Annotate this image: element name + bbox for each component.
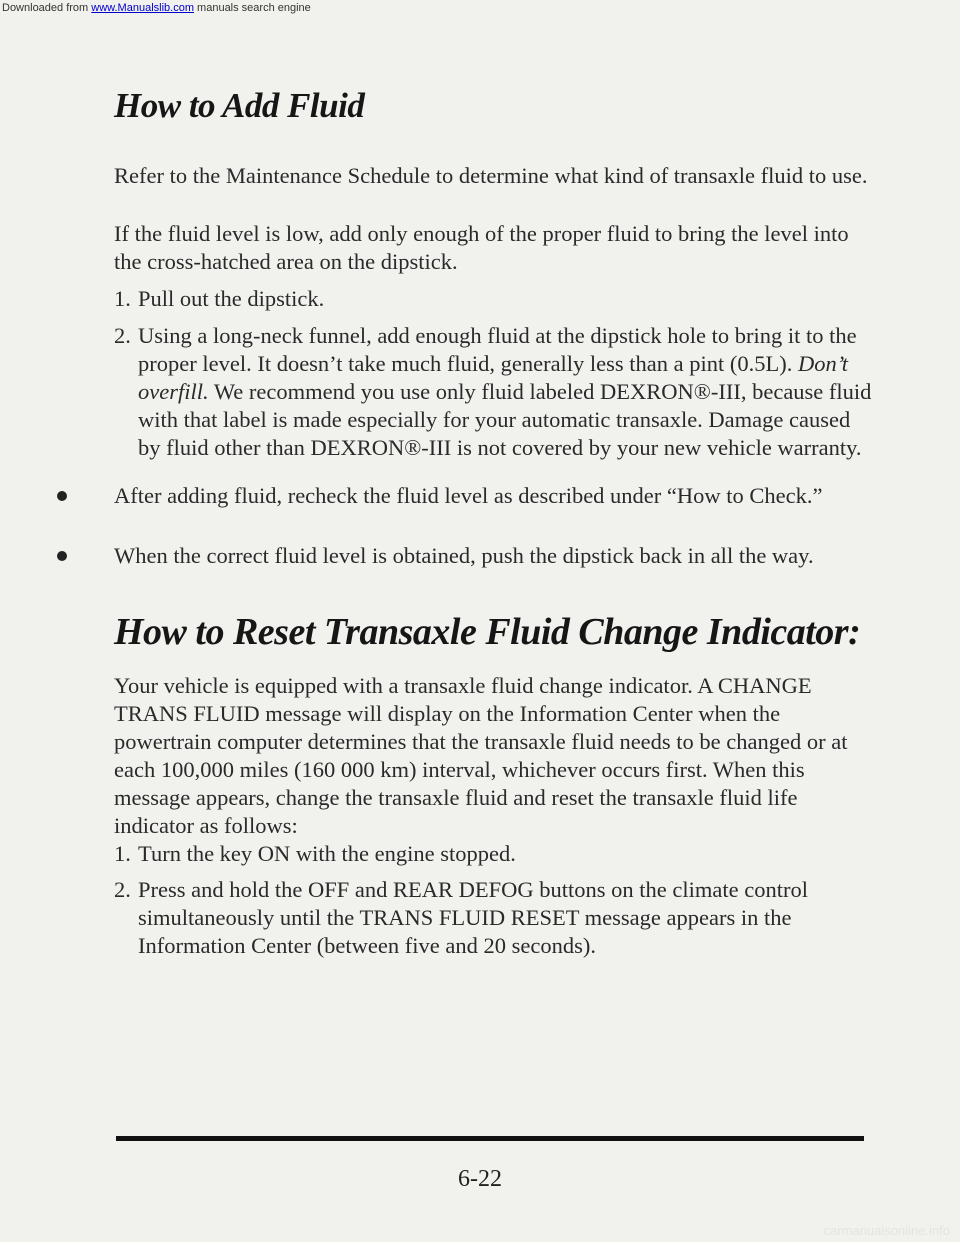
step-number: 1.: [114, 286, 131, 311]
page-number: 6-22: [458, 1166, 502, 1192]
step-text: Turn the key ON with the engine stopped.: [138, 841, 516, 866]
step-2: [114, 322, 874, 462]
step-text: Pull out the dipstick.: [138, 286, 325, 311]
step-1: [114, 285, 874, 313]
step-text: [138, 322, 874, 462]
step-text: Press and hold the OFF and REAR DEFOG buttons on the climate control simultaneously until the TRANS FLUID RESET message appears in the Information Center (between five and 20 seconds).: [138, 877, 808, 958]
reset-step-2: [114, 876, 874, 960]
bullet-text: After adding fluid, recheck the fluid level as described under “How to Check.”: [114, 483, 823, 508]
step-text-b: We recommend you use only fluid labeled DEXRON®-III, because fluid with that label is made especially for your automatic transaxle. Damage caused by fluid other than DEXRON®-III is not covered by your new vehicle warranty.: [138, 379, 872, 460]
warning-emphasis: Don’t overfill.: [138, 351, 849, 404]
bullet-push-dipstick: [57, 542, 875, 570]
step-number: 1.: [114, 841, 131, 866]
bullet-recheck: [57, 482, 875, 510]
footer-rule: [116, 1136, 864, 1141]
step-number: 2.: [114, 877, 131, 902]
manualslib-link[interactable]: www.Manualslib.com: [91, 2, 194, 14]
section-title-add-fluid: How to Add Fluid: [114, 86, 365, 125]
reset-intro-paragraph: Your vehicle is equipped with a transaxle fluid change indicator. A CHANGE TRANS FLUID message will display on the Information Center when the powertrain computer determines that the transaxle fluid needs to be changed or at each 100,000 miles (160 000 km) interval, whichever occurs first. When this message appears, change the transaxle fluid and reset the transaxle fluid life indicator as follows:: [114, 673, 848, 838]
bullet-dot: [57, 551, 67, 561]
fluid-level-paragraph: If the fluid level is low, add only enough of the proper fluid to bring the level into the cross-hatched area on the dipstick.: [114, 221, 849, 274]
banner-suffix: manuals search engine: [197, 2, 311, 14]
bullet-dot: [57, 491, 67, 501]
step-number: 2.: [114, 323, 131, 348]
step-text-a: Using a long-neck funnel, add enough fluid at the dipstick hole to bring it to the proper level. It doesn’t take much fluid, generally less than a pint (0.5L).: [138, 323, 857, 376]
bullet-text: When the correct fluid level is obtained, push the dipstick back in all the way.: [114, 543, 814, 568]
banner-prefix: Downloaded from: [2, 2, 89, 14]
download-banner: [0, 0, 960, 16]
section-title-reset-indicator: How to Reset Transaxle Fluid Change Indicator:: [114, 611, 861, 653]
reset-step-1: [114, 840, 874, 868]
watermark: carmanualsonline.info: [823, 1223, 950, 1238]
intro-paragraph: Refer to the Maintenance Schedule to determine what kind of transaxle fluid to use.: [114, 163, 868, 188]
